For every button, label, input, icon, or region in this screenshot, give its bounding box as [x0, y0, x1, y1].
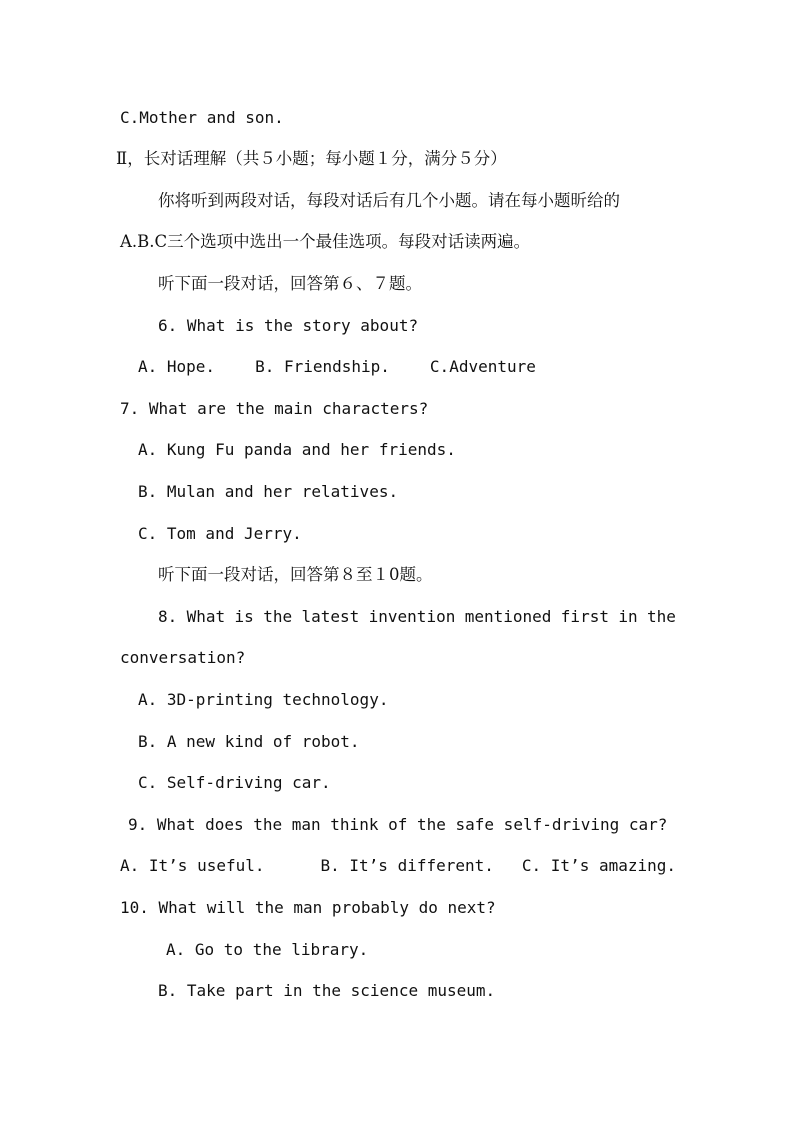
question-9: 9. What does the man think of the safe self-driving car?: [128, 815, 668, 834]
question-7-option-b: B. Mulan and her relatives.: [138, 482, 399, 501]
question-7: 7. What are the main characters?: [120, 399, 429, 418]
question-6-option-b: B. Friendship.: [255, 357, 390, 376]
question-7-option-a: A. Kung Fu panda and her friends.: [138, 440, 456, 459]
question-9-option-b: B. It’s different.: [320, 856, 494, 875]
question-8-word: What: [186, 607, 226, 626]
section-heading: Ⅱ，长对话理解（共５小题；每小题１分，满分５分）: [116, 149, 507, 168]
question-8-word: invention: [368, 607, 456, 626]
instructions-line-1: 你将听到两段对话，每段对话后有几个小题。请在每小题昕给的: [158, 191, 620, 210]
question-10-option-a: A. Go to the library.: [166, 940, 369, 959]
question-10-option-b: B. Take part in the science museum.: [158, 981, 496, 1000]
question-8-word: mentioned: [464, 607, 552, 626]
question-10: 10. What will the man probably do next?: [120, 898, 496, 917]
question-6-options: [138, 356, 536, 378]
question-8-option-b: B. A new kind of robot.: [138, 732, 360, 751]
dialogue-1-intro: 听下面一段对话，回答第６、７题。: [158, 274, 422, 293]
question-8-option-a: A. 3D-printing technology.: [138, 690, 389, 709]
question-9-option-c: C. It’s amazing.: [521, 856, 677, 875]
question-8-word: first: [560, 607, 609, 626]
question-8-word: the: [646, 607, 676, 626]
prev-question-option-c: C.Mother and son.: [120, 108, 284, 127]
question-7-option-c: C. Tom and Jerry.: [138, 524, 302, 543]
question-8-option-c: C. Self-driving car.: [138, 773, 331, 792]
question-8-word: latest: [301, 607, 360, 626]
question-6-option-a: A. Hope.: [138, 357, 216, 376]
question-9-option-a: A. It’s useful.: [120, 856, 265, 875]
question-6-option-c: C.Adventure: [429, 357, 536, 376]
instructions-line-2: A.B.C三个选项中选出一个最佳选项。每段对话读两遍。: [120, 232, 531, 251]
question-8-word: is: [234, 607, 254, 626]
question-9-options: [120, 855, 676, 877]
question-8-word: in: [618, 607, 638, 626]
question-8: [158, 606, 676, 628]
question-8-continued: conversation?: [120, 648, 246, 667]
dialogue-2-intro: 听下面一段对话，回答第８至１0题。: [158, 565, 433, 584]
question-8-word: 8.: [158, 607, 178, 626]
question-6: 6. What is the story about?: [158, 316, 419, 335]
question-8-word: the: [263, 607, 293, 626]
